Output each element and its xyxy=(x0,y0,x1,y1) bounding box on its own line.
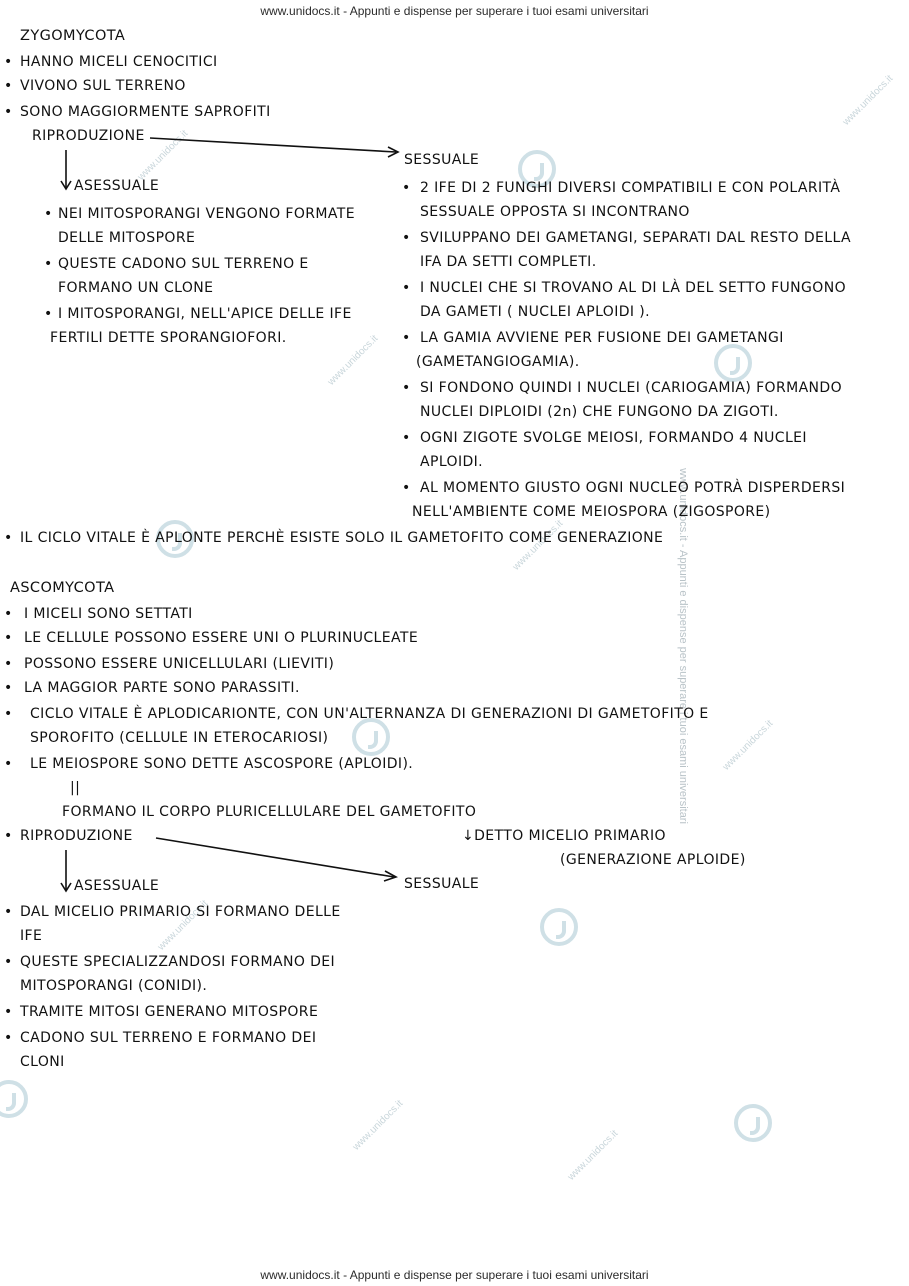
list-item: IFA DA SETTI COMPLETI. xyxy=(420,254,597,270)
list-item: SONO MAGGIORMENTE SAPROFITI xyxy=(20,104,271,120)
bullet: • xyxy=(4,530,13,546)
conclusion-line: IL CICLO VITALE È APLONTE PERCHÈ ESISTE SOLO IL GAMETOFITO COME GENERAZIONE xyxy=(20,530,664,546)
list-item: NELL'AMBIENTE COME MEIOSPORA (ZIGOSPORE) xyxy=(412,504,771,520)
bullet: • xyxy=(4,1004,13,1020)
bullet: • xyxy=(402,280,411,296)
right-side-watermark: www.unidocs.it - Appunti e dispense per superare i tuoi esami universitari xyxy=(676,468,689,824)
bullet: • xyxy=(402,380,411,396)
detto-line: ↓DETTO MICELIO PRIMARIO xyxy=(462,828,666,844)
sessuale-label: SESSUALE xyxy=(404,876,480,892)
list-item: POSSONO ESSERE UNICELLULARI (LIEVITI) xyxy=(24,656,335,672)
watermark-text: www.unidocs.it xyxy=(510,518,566,573)
list-item: SPOROFITO (CELLULE IN ETEROCARIOSI) xyxy=(30,730,329,746)
bullet: • xyxy=(4,630,13,646)
list-item: IFE xyxy=(20,928,43,944)
bullet: • xyxy=(402,230,411,246)
list-item: NEI MITOSPORANGI VENGONO FORMATE xyxy=(58,206,355,222)
bullet: • xyxy=(4,606,13,622)
list-item: MITOSPORANGI (CONIDI). xyxy=(20,978,208,994)
bullet: • xyxy=(402,480,411,496)
section-title-ascomycota: ASCOMYCOTA xyxy=(10,580,115,596)
list-item: HANNO MICELI CENOCITICI xyxy=(20,54,218,70)
list-item: NUCLEI DIPLOIDI (2n) CHE FUNGONO DA ZIGOTI. xyxy=(420,404,779,420)
list-item: FERTILI DETTE SPORANGIOFORI. xyxy=(50,330,287,346)
header-banner: www.unidocs.it - Appunti e dispense per superare i tuoi esami universitari xyxy=(260,4,649,18)
bullet: • xyxy=(4,756,13,772)
list-item: QUESTE SPECIALIZZANDOSI FORMANO DEI xyxy=(20,954,336,970)
sessuale-label: SESSUALE xyxy=(404,152,480,168)
list-item: LA GAMIA AVVIENE PER FUSIONE DEI GAMETANGI xyxy=(420,330,784,346)
list-item: DELLE MITOSPORE xyxy=(58,230,196,246)
asessuale-label: ASESSUALE xyxy=(74,878,160,894)
bullet: • xyxy=(4,954,13,970)
list-item: AL MOMENTO GIUSTO OGNI NUCLEO POTRÀ DISPERDERSI xyxy=(420,480,846,496)
watermark-text: www.unidocs.it xyxy=(840,73,896,128)
list-item: I NUCLEI CHE SI TROVANO AL DI LÀ DEL SETTO FUNGONO xyxy=(420,280,847,296)
generazione-line: (GENERAZIONE APLOIDE) xyxy=(560,852,746,868)
watermark-text: www.unidocs.it xyxy=(720,718,776,773)
list-item: VIVONO SUL TERRENO xyxy=(20,78,186,94)
formano-line: FORMANO IL CORPO PLURICELLULARE DEL GAMETOFITO xyxy=(62,804,477,820)
equals-mark: || xyxy=(70,780,81,796)
list-item: OGNI ZIGOTE SVOLGE MEIOSI, FORMANDO 4 NUCLEI xyxy=(420,430,807,446)
riproduzione-label: RIPRODUZIONE xyxy=(32,128,145,144)
list-item: LA MAGGIOR PARTE SONO PARASSITI. xyxy=(24,680,300,696)
list-item: LE CELLULE POSSONO ESSERE UNI O PLURINUCLEATE xyxy=(24,630,419,646)
list-item: SESSUALE OPPOSTA SI INCONTRANO xyxy=(420,204,690,220)
watermark-text: www.unidocs.it xyxy=(155,898,211,953)
bullet: • xyxy=(4,54,13,70)
list-item: APLOIDI. xyxy=(420,454,484,470)
list-item: DAL MICELIO PRIMARIO SI FORMANO DELLE xyxy=(20,904,341,920)
list-item: CICLO VITALE È APLODICARIONTE, CON UN'ALTERNANZA DI GENERAZIONI DI GAMETOFITO E xyxy=(30,706,709,722)
list-item: QUESTE CADONO SUL TERRENO E xyxy=(58,256,309,272)
list-item: I MICELI SONO SETTATI xyxy=(24,606,193,622)
riproduzione-label: RIPRODUZIONE xyxy=(20,828,133,844)
bullet: • xyxy=(4,904,13,920)
asessuale-label: ASESSUALE xyxy=(74,178,160,194)
list-item: SVILUPPANO DEI GAMETANGI, SEPARATI DAL RESTO DELLA xyxy=(420,230,852,246)
list-item: FORMANO UN CLONE xyxy=(58,280,214,296)
watermark-text: www.unidocs.it xyxy=(135,128,191,183)
watermark-text: www.unidocs.it xyxy=(565,1128,621,1183)
list-item: SI FONDONO QUINDI I NUCLEI (CARIOGAMIA) FORMANDO xyxy=(420,380,843,396)
list-item: TRAMITE MITOSI GENERANO MITOSPORE xyxy=(20,1004,319,1020)
bullet: • xyxy=(4,706,13,722)
list-item: DA GAMETI ( NUCLEI APLOIDI ). xyxy=(420,304,651,320)
list-item: LE MEIOSPORE SONO DETTE ASCOSPORE (APLOIDI). xyxy=(30,756,414,772)
list-item: (GAMETANGIOGAMIA). xyxy=(416,354,580,370)
footer-banner: www.unidocs.it - Appunti e dispense per superare i tuoi esami universitari xyxy=(260,1268,649,1282)
bullet: • xyxy=(44,206,53,222)
bullet: • xyxy=(4,78,13,94)
list-item: 2 IFE DI 2 FUNGHI DIVERSI COMPATIBILI E CON POLARITÀ xyxy=(420,180,841,196)
bullet: • xyxy=(44,256,53,272)
arrow-to-sessuale-2 xyxy=(156,838,394,877)
bullet: • xyxy=(4,828,13,844)
list-item: CADONO SUL TERRENO E FORMANO DEI xyxy=(20,1030,317,1046)
list-item: CLONI xyxy=(20,1054,65,1070)
bullet: • xyxy=(4,680,13,696)
list-item: I MITOSPORANGI, NELL'APICE DELLE IFE xyxy=(58,306,352,322)
bullet: • xyxy=(402,430,411,446)
bullet: • xyxy=(402,330,411,346)
watermark-text: www.unidocs.it xyxy=(325,333,381,388)
arrow-to-sessuale-1 xyxy=(150,138,396,152)
section-title-zygomycota: ZYGOMYCOTA xyxy=(20,28,126,44)
bullet: • xyxy=(402,180,411,196)
bullet: • xyxy=(4,656,13,672)
bullet: • xyxy=(4,104,13,120)
watermark-text: www.unidocs.it xyxy=(350,1098,406,1153)
bullet: • xyxy=(44,306,53,322)
bullet: • xyxy=(4,1030,13,1046)
